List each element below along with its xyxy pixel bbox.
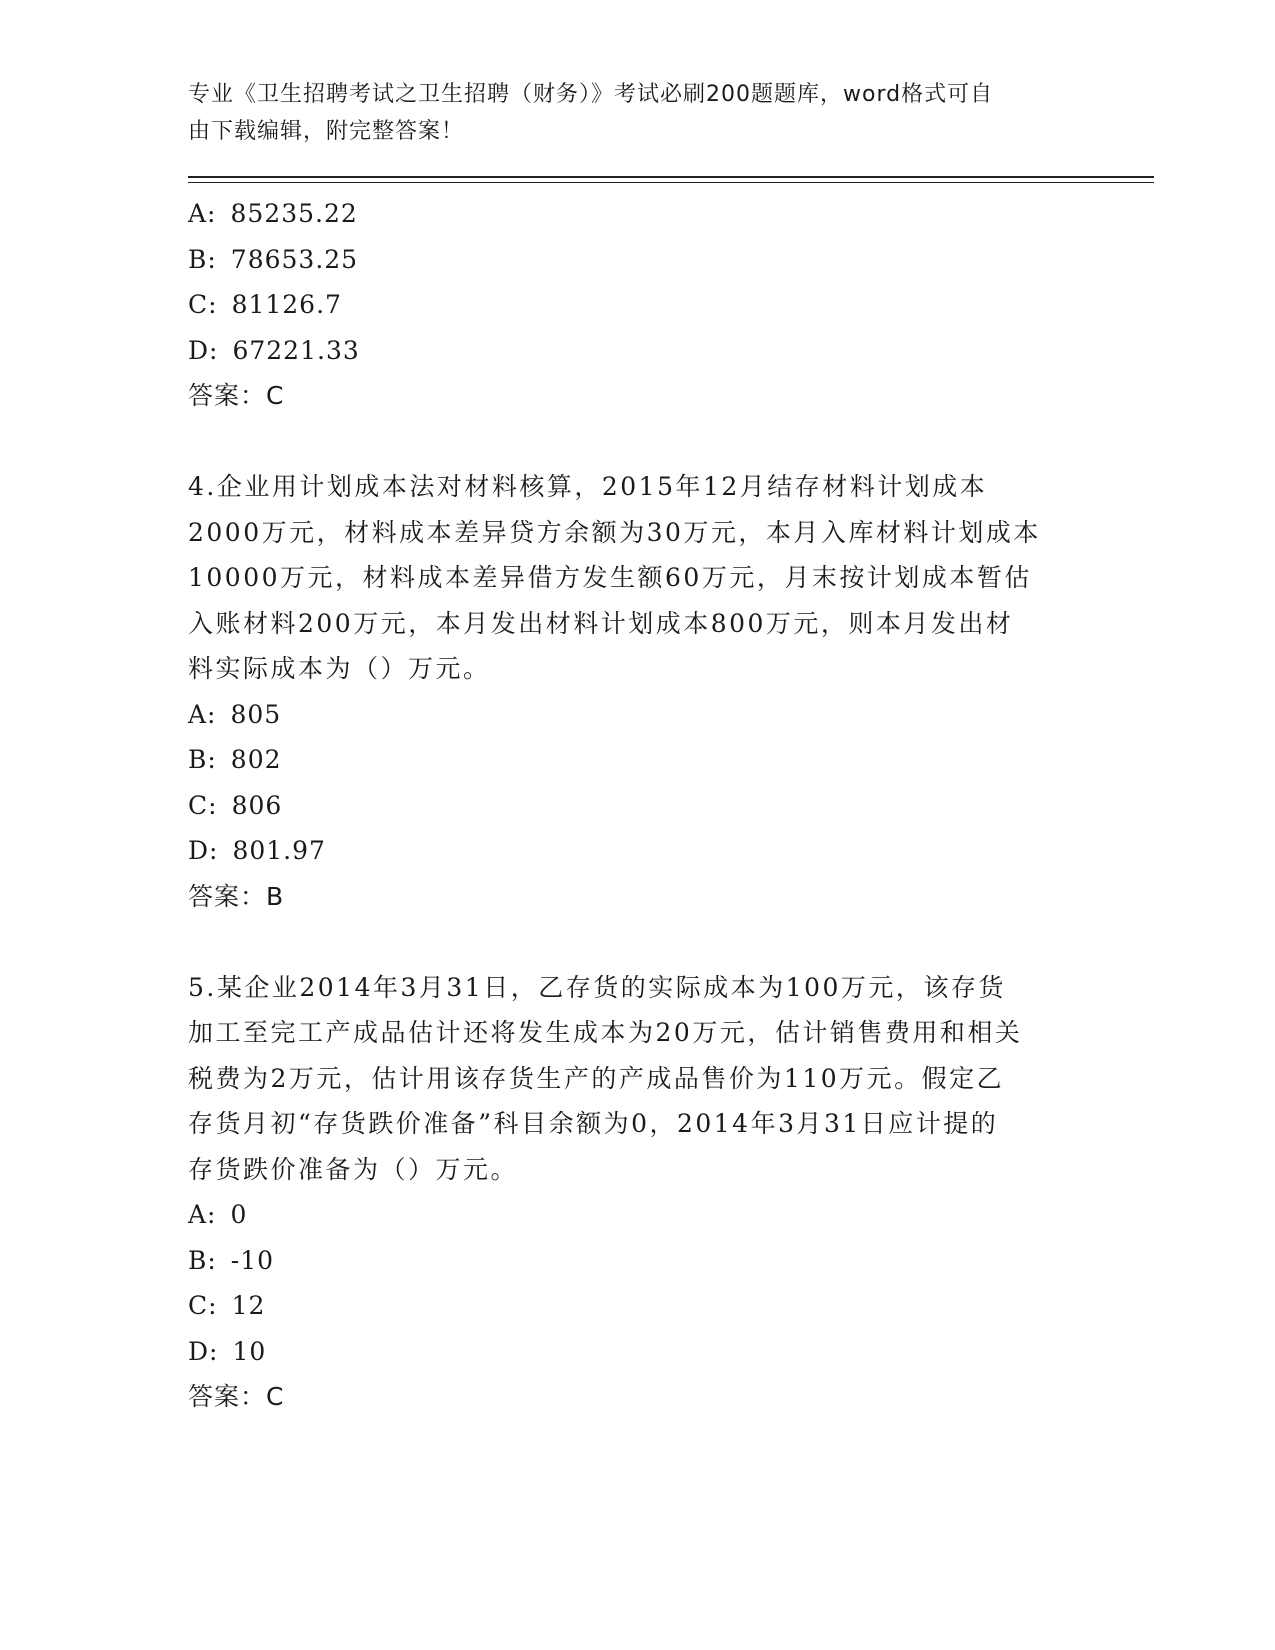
document-content	[188, 191, 1088, 1420]
question-5	[188, 965, 1088, 1420]
question-text	[188, 965, 1073, 1193]
option-key: B:	[188, 745, 217, 774]
question-line: 料实际成本为（）万元。	[188, 654, 491, 683]
question-line: 5.某企业2014年3月31日，乙存货的实际成本为100万元，该存货	[188, 972, 1006, 1002]
option-key: A:	[188, 199, 217, 228]
question-line: 10000万元，材料成本差异借方发生额60万元，月末按计划成本暂估	[188, 563, 1032, 592]
option-key: A:	[188, 1200, 217, 1229]
option-key: A:	[188, 699, 217, 729]
option-b	[188, 1238, 1088, 1284]
option-key: B:	[188, 1245, 217, 1275]
header-rule-thick	[188, 176, 1154, 178]
question-line: 加工至完工产成品估计还将发生成本为20万元，估计销售费用和相关	[188, 1018, 1023, 1047]
option-value: 805	[230, 699, 282, 729]
spacer	[188, 919, 1088, 965]
option-key: C:	[188, 1291, 218, 1320]
option-b	[188, 237, 1088, 283]
option-d	[188, 328, 1088, 374]
question-line: 存货跌价准备为（）万元。	[188, 1154, 519, 1184]
option-b	[188, 737, 1088, 783]
question-line: 2000万元，材料成本差异贷方余额为30万元，本月入库材料计划成本	[188, 517, 1041, 547]
option-a	[188, 191, 1088, 237]
option-value: 0	[230, 1200, 248, 1229]
option-c	[188, 783, 1088, 829]
document-header	[188, 76, 1068, 150]
option-value: 806	[231, 790, 283, 820]
option-key: B:	[188, 244, 217, 274]
question-3	[188, 191, 1088, 419]
option-value: 801.97	[232, 836, 326, 865]
question-line: 入账材料200万元，本月发出材料计划成本800万元，则本月发出材	[188, 608, 1014, 638]
option-value: 802	[230, 745, 282, 774]
spacer	[188, 419, 1088, 465]
option-d	[188, 1329, 1088, 1375]
answer: 答案：B	[188, 881, 285, 911]
option-key: D:	[188, 836, 219, 865]
option-value: 12	[231, 1291, 266, 1320]
option-value: 81126.7	[231, 290, 342, 319]
question-line: 存货月初“存货跌价准备”科目余额为0，2014年3月31日应计提的	[188, 1109, 999, 1138]
header-line-1: 专业《卫生招聘考试之卫生招聘（财务）》考试必刷200题题库，word格式可自	[188, 82, 994, 107]
option-value: 85235.22	[230, 199, 358, 228]
header-rule-thin	[188, 182, 1154, 183]
question-line: 4.企业用计划成本法对材料核算，2015年12月结存材料计划成本	[188, 472, 988, 501]
option-c	[188, 282, 1088, 328]
option-key: D:	[188, 1336, 219, 1366]
option-a	[188, 1192, 1088, 1238]
question-4	[188, 464, 1088, 919]
option-value: 78653.25	[230, 244, 359, 274]
header-line-2: 由下载编辑，附完整答案！	[188, 119, 465, 144]
option-c	[188, 1283, 1088, 1329]
option-key: C:	[188, 290, 218, 319]
option-d	[188, 828, 1088, 874]
option-key: C:	[188, 790, 218, 820]
question-line: 税费为2万元，估计用该存货生产的产成品售价为110万元。假定乙	[188, 1063, 1005, 1093]
option-value: 67221.33	[232, 335, 360, 365]
option-value: 10	[232, 1336, 267, 1366]
question-text	[188, 464, 1073, 692]
option-a	[188, 692, 1088, 738]
option-key: D:	[188, 335, 219, 365]
answer: 答案：C	[188, 1382, 285, 1411]
answer: 答案：C	[188, 381, 285, 410]
option-value: -10	[230, 1245, 275, 1275]
